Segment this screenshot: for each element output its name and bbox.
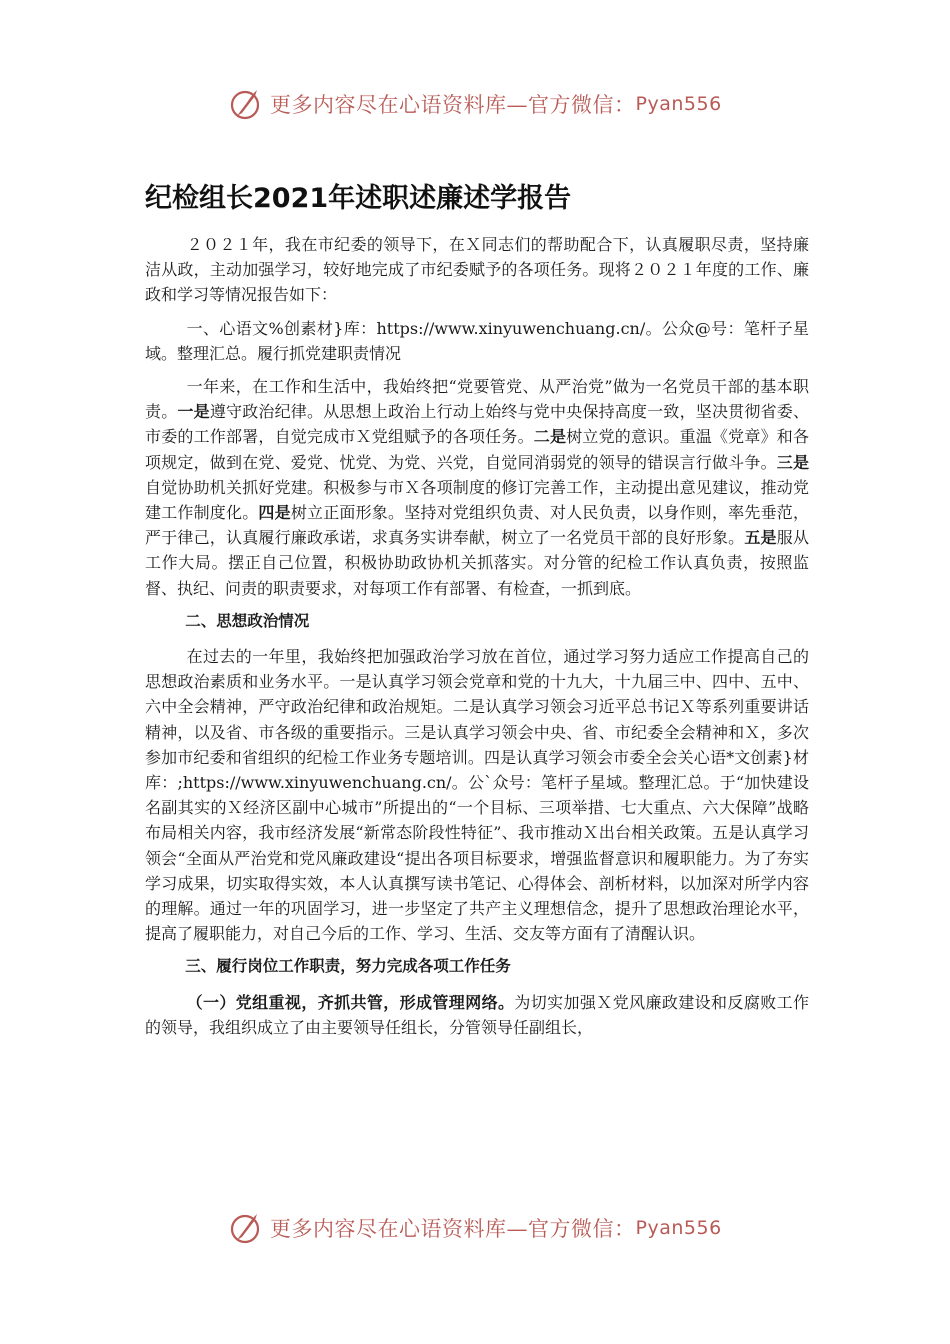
section-1-heading: 一、心语文%创素材}库：https://www.xinyuwenchuang.cn/。公众@号：笔杆子星域。整理汇总。履行抓党建职责情况 bbox=[145, 318, 809, 363]
intro-paragraph: ２０２１年，我在市纪委的领导下，在Ｘ同志们的帮助配合下，认真履职尽责，坚持廉洁从政，主动加强学习，较好地完成了市纪委赋予的各项任务。现将２０２１年度的工作、廉政和学习等情况报告如下： bbox=[145, 235, 809, 305]
quill-logo-icon bbox=[228, 86, 264, 122]
quill-logo-icon bbox=[228, 1210, 264, 1246]
section-3-paragraph: （一）党组重视，齐抓共管，形成管理网络。为切实加强Ｘ党风廉政建设和反腐败工作的领导，我组织成立了由主要领导任组长，分管领导任副组长， bbox=[145, 992, 809, 1037]
section-1-paragraph: 一年来，在工作和生活中，我始终把“党要管党、从严治党”做为一名党员干部的基本职责。一是遵守政治纪律。从思想上政治上行动上始终与党中央保持高度一致，坚决贯彻省委、市委的工作部署，自觉完成市Ｘ党组赋予的各项任务。二是树立党的意识。重温《党章》和各项规定，做到在党、爱党、忧党、为党、兴党，自觉同消弱党的领导的错误言行做斗争。三是自觉协助机关抓好党建。积极参与市Ｘ各项制度的修订完善工作，主动提出意见建议，推动党建工作制度化。四是树立正面形象。坚持对党组织负责、对人民负责，以身作则，率先垂范，严于律己，认真履行廉政承诺，求真务实讲奉献，树立了一名党员干部的良好形象。五是服从工作大局。摆正自己位置，积极协助政协机关抓落实。对分管的纪检工作认真负责，按照监督、执纪、问责的职责要求，对每项工作有部署、有检查，一抓到底。 bbox=[145, 377, 809, 598]
footer-banner bbox=[228, 1208, 748, 1248]
header-banner bbox=[228, 84, 748, 124]
banner-contact: Pyan556 bbox=[635, 93, 722, 115]
banner-text: 更多内容尽在心语资料库—官方微信： bbox=[270, 1217, 636, 1241]
section-2-paragraph: 在过去的一年里，我始终把加强政治学习放在首位，通过学习努力适应工作提高自己的思想政治素质和业务水平。一是认真学习领会党章和党的十九大，十九届三中、四中、五中、六中全会精神，严守政治纪律和政治规矩。二是认真学习领会习近平总书记Ｘ等系列重要讲话精神，以及省、市各级的重要指示。三是认真学习领会中央、省、市纪委全会精神和Ｘ，多次参加市纪委和省组织的纪检工作业务专题培训。四是认真学习领会市委全会关心语*文创素}材库：;https://www.xinyuwenchuang.cn/。公`众号：笔杆子星域。整理汇总。于“加快建设名副其实的Ｘ经济区副中心城市”所提出的“一个目标、三项举措、七大重点、六大保障”战略布局相关内容，我市经济发展“新常态阶段性特征”、我市推动Ｘ出台相关政策。五是认真学习领会“全面从严治党和党风廉政建设“提出各项目标要求，增强监督意识和履职能力。为了夯实学习成果，切实取得实效，本人认真撰写读书笔记、心得体会、剖析材料，以加深对所学内容的理解。通过一年的巩固学习，进一步坚定了共产主义理想信念，提升了思想政治理论水平，提高了履职能力，对自己今后的工作、学习、生活、交友等方面有了清醒认识。 bbox=[145, 647, 809, 944]
banner-text: 更多内容尽在心语资料库—官方微信： bbox=[270, 93, 636, 117]
document-body bbox=[145, 232, 809, 1048]
banner-contact: Pyan556 bbox=[635, 1217, 722, 1239]
document-title: 纪检组长2021年述职述廉述学报告 bbox=[145, 183, 572, 214]
section-2-heading: 二、思想政治情况 bbox=[185, 611, 310, 630]
section-3-heading: 三、履行岗位工作职责，努力完成各项工作任务 bbox=[185, 957, 511, 976]
